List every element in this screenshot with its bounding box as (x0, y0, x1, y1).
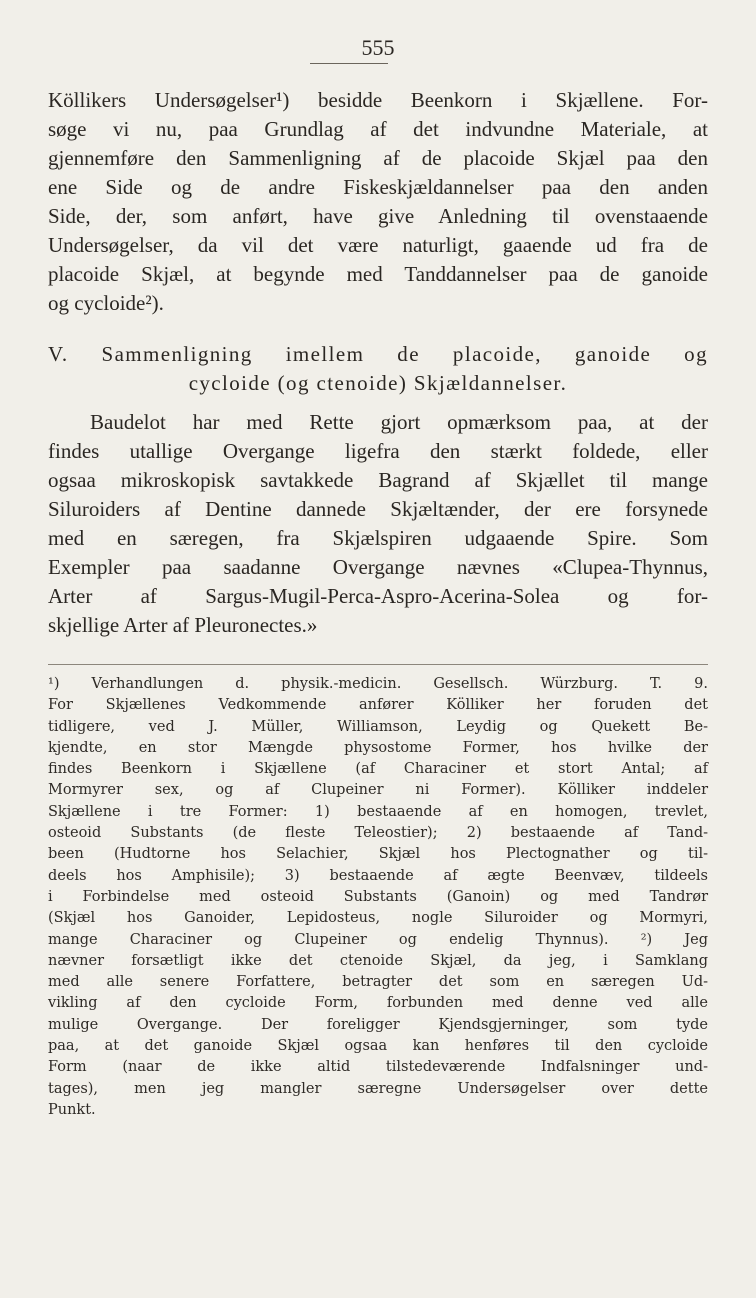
footnote-line: ¹) Verhandlungen d. physik.-medicin. Gesellsch. Würzburg. T. 9. (48, 676, 708, 692)
text-line: Baudelot har med Rette gjort opmærksom paa, at der (90, 410, 708, 434)
footnote-line: Skjællene i tre Former: 1) bestaaende af en homogen, trevlet, (48, 803, 708, 820)
footnote-line: deels hos Amphisile); 3) bestaaende af ægte Beenvæv, tildeels (48, 867, 708, 884)
heading-line: V. Sammenligning imellem de placoide, ganoide og (48, 342, 708, 366)
footnote-line: Form (naar de ikke altid tilstedeværende Indfalsninger und- (48, 1059, 708, 1076)
text-line: gjennemføre den Sammenligning af de placoide Skjæl paa den (48, 146, 708, 170)
footnote-line: nævner forsætligt ikke det ctenoide Skjæl, da jeg, i Samklang (48, 952, 708, 969)
text-line: Köllikers Undersøgelser¹) besidde Beenkorn i Skjællene. For- (48, 88, 708, 112)
text-line: findes utallige Overgange ligefra den stærkt foldede, eller (48, 439, 708, 463)
text-line: med en særegen, fra Skjælspiren udgaaende Spire. Som (48, 526, 708, 550)
text-line: Undersøgelser, da vil det være naturligt, gaaende ud fra de (48, 233, 708, 257)
text-line: Side, der, som anført, have give Anledning til ovenstaaende (48, 204, 708, 228)
text-line: skjellige Arter af Pleuronectes.» (48, 613, 318, 637)
footnote-line: kjendte, en stor Mængde physostome Former, hos hvilke der (48, 739, 708, 756)
text-line: placoide Skjæl, at begynde med Tanddannelser paa de ganoide (48, 262, 708, 286)
text-line: Exempler paa saadanne Overgange nævnes «Clupea-Thynnus, (48, 555, 708, 579)
footnote-line: i Forbindelse med osteoid Substants (Ganoin) og med Tandrør (48, 888, 708, 905)
footnote-line: For Skjællenes Vedkommende anfører Kölliker her foruden det (48, 697, 708, 714)
page-number: 555 (361, 35, 395, 60)
page-number-underline (310, 63, 388, 64)
paragraph-2 (48, 408, 708, 640)
footnote-line: tages), men jeg mangler særegne Undersøgelser over dette (48, 1080, 708, 1097)
main-text (48, 86, 708, 640)
text-line: og cycloide²). (48, 291, 164, 315)
paragraph-1 (48, 86, 708, 318)
footnote-line: (Skjæl hos Ganoider, Lepidosteus, nogle Siluroider og Mormyri, (48, 910, 708, 927)
heading-line: cycloide (og ctenoide) Skjældannelser. (188, 371, 568, 395)
footnote-line: vikling af den cycloide Form, forbunden med denne ved alle (48, 995, 708, 1012)
text-line: Arter af Sargus-Mugil-Perca-Aspro-Acerina-Solea og for- (48, 584, 708, 608)
footnote-line: med alle senere Forfattere, betragter det som en særegen Ud- (48, 974, 708, 991)
footnote-line: been (Hudtorne hos Selachier, Skjæl hos Plectognather og til- (48, 846, 708, 863)
footnote-line: paa, at det ganoide Skjæl ogsaa kan henføres til den cycloide (48, 1038, 708, 1055)
footnote-line: mange Characiner og Clupeiner og endelig Thynnus). ²) Jeg (48, 931, 708, 948)
text-line: ene Side og de andre Fiskeskjældannelser paa den anden (48, 175, 708, 199)
footnote-line: mulige Overgange. Der foreligger Kjendsgjerninger, som tyde (48, 1016, 708, 1033)
section-heading (48, 340, 708, 398)
footnote-line: findes Beenkorn i Skjællene (af Characiner et stort Antal; af (48, 761, 708, 778)
text-line: søge vi nu, paa Grundlag af det indvundne Materiale, at (48, 117, 708, 141)
text-line: ogsaa mikroskopisk savtakkede Bagrand af Skjællet til mange (48, 468, 708, 492)
footnote-line: Punkt. (48, 1101, 96, 1118)
text-line: Siluroiders af Dentine dannede Skjæltænder, der ere forsynede (48, 497, 708, 521)
footnotes (48, 674, 708, 1121)
footnote-line: tidligere, ved J. Müller, Williamson, Leydig og Quekett Be- (48, 718, 708, 735)
footnote-divider (48, 664, 708, 665)
footnote-line: Mormyrer sex, og af Clupeiner ni Former). Kölliker inddeler (48, 782, 708, 799)
footnote-line: osteoid Substants (de fleste Teleostier); 2) bestaaende af Tand- (48, 825, 708, 842)
